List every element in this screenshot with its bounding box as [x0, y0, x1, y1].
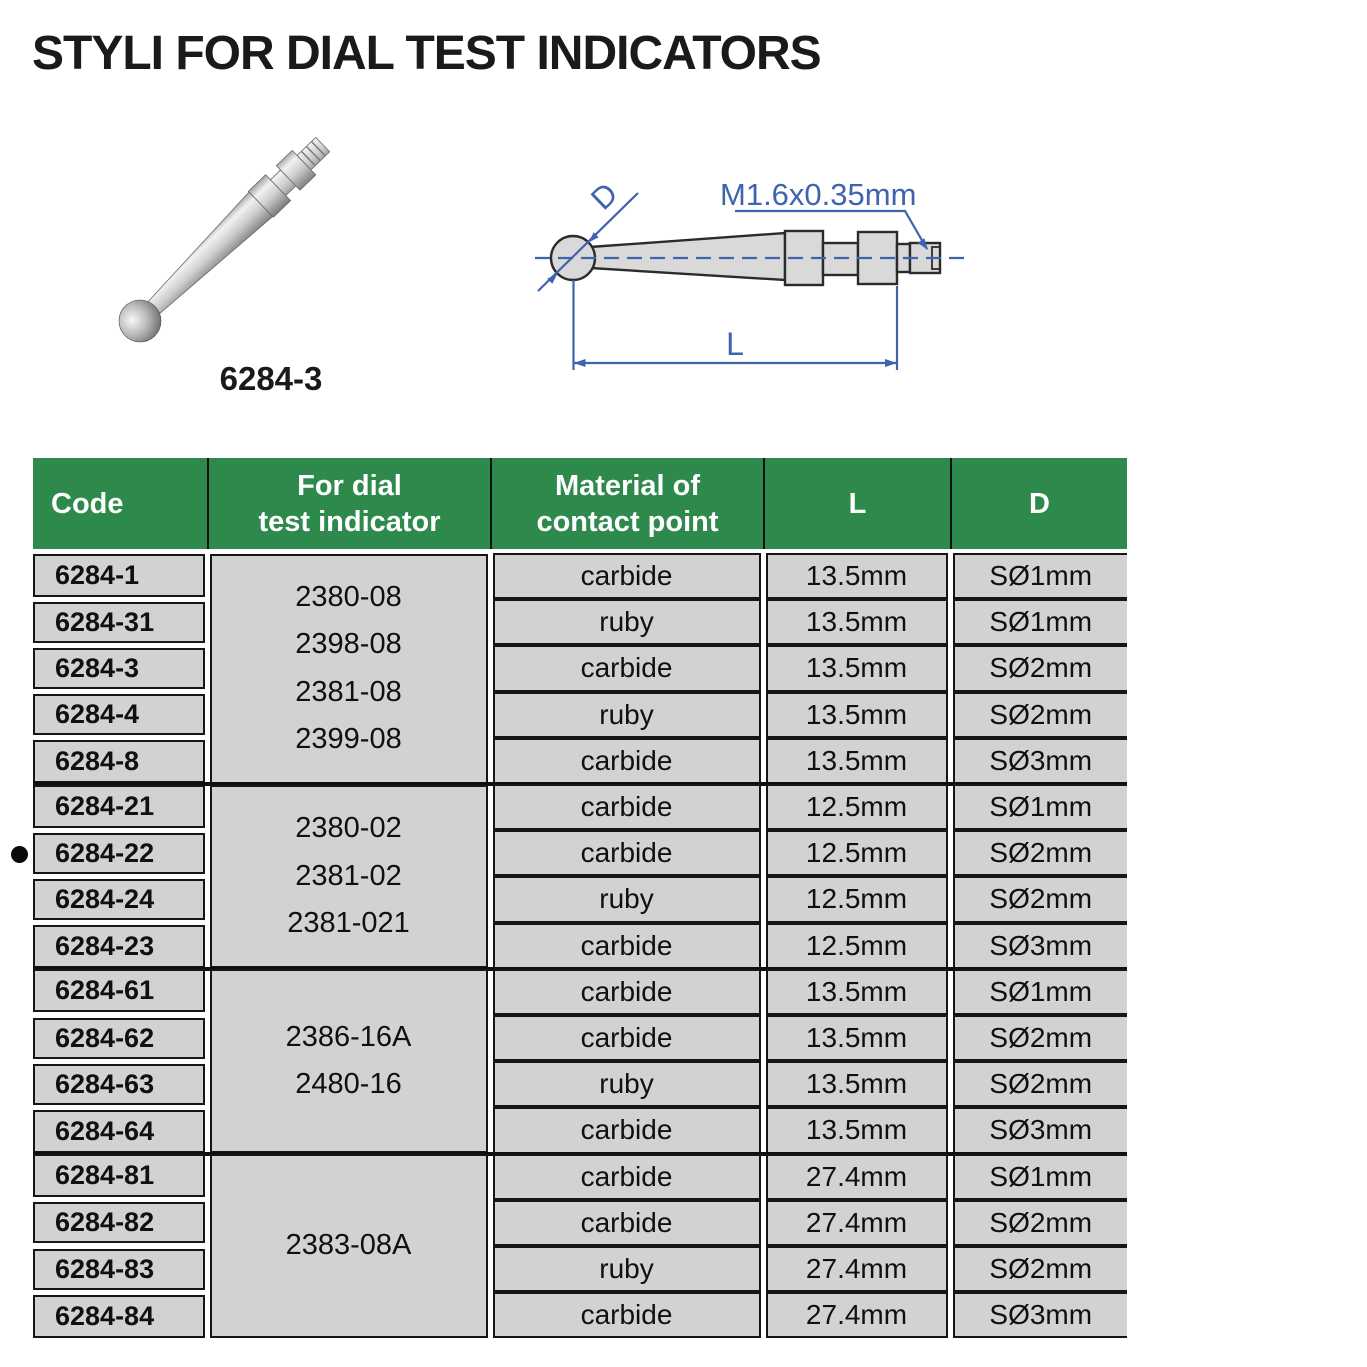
length-cell: 13.5mm [766, 599, 948, 645]
col-header-line: Code [51, 487, 124, 520]
material-cell: carbide [493, 1154, 761, 1200]
indicator-model: 2380-02 [295, 812, 402, 845]
diameter-cell: SØ3mm [953, 1292, 1128, 1338]
code-cell: 6284-84 [33, 1295, 205, 1338]
indicator-group-cell [210, 554, 488, 784]
code-cell: 6284-82 [33, 1202, 205, 1243]
length-cell: 27.4mm [766, 1246, 948, 1292]
diameter-cell: SØ1mm [953, 784, 1128, 830]
code-cell: 6284-4 [33, 694, 205, 735]
indicator-group-cell [210, 1154, 488, 1338]
length-cell: 13.5mm [766, 553, 948, 599]
diameter-cell: SØ1mm [953, 599, 1128, 645]
code-cell: 6284-61 [33, 969, 205, 1012]
code-cell: 6284-83 [33, 1249, 205, 1290]
indicator-model: 2383-08A [285, 1229, 412, 1262]
material-cell: carbide [493, 830, 761, 876]
length-cell: 13.5mm [766, 969, 948, 1015]
code-cell: 6284-31 [33, 602, 205, 643]
col-header-diameter [950, 458, 1127, 549]
code-cell: 6284-81 [33, 1154, 205, 1197]
material-cell: ruby [493, 692, 761, 738]
length-cell: 27.4mm [766, 1200, 948, 1246]
thread-size-label: M1.6x0.35mm [720, 177, 917, 212]
indicator-model: 2398-08 [295, 628, 402, 660]
stylus-body [110, 129, 337, 350]
col-header-material [490, 458, 763, 549]
col-header-line: L [848, 487, 867, 520]
code-cell: 6284-64 [33, 1110, 205, 1153]
length-cell: 13.5mm [766, 1015, 948, 1061]
code-cell: 6284-22 [33, 833, 205, 874]
diameter-cell: SØ2mm [953, 830, 1128, 876]
diameter-cell: SØ3mm [953, 923, 1128, 969]
page-title: STYLI FOR DIAL TEST INDICATORS [32, 27, 821, 80]
photo-caption: 6284-3 [219, 360, 323, 397]
code-cell: 6284-62 [33, 1018, 205, 1059]
code-cell: 6284-3 [33, 648, 205, 689]
col-header-code [33, 458, 207, 549]
row-marker-dot [11, 846, 28, 863]
code-cell: 6284-21 [33, 785, 205, 828]
length-cell: 27.4mm [766, 1292, 948, 1338]
material-cell: carbide [493, 738, 761, 784]
diameter-cell: SØ1mm [953, 1154, 1128, 1200]
length-cell: 12.5mm [766, 830, 948, 876]
indicator-model: 2480-16 [295, 1068, 402, 1101]
material-cell: carbide [493, 969, 761, 1015]
indicator-model: 2386-16A [285, 1020, 412, 1053]
material-cell: carbide [493, 1107, 761, 1153]
diameter-cell: SØ3mm [953, 1107, 1128, 1153]
material-cell: carbide [493, 553, 761, 599]
tapered-shaft [590, 233, 785, 280]
material-cell: carbide [493, 923, 761, 969]
indicator-model: 2399-08 [295, 723, 402, 755]
code-cell: 6284-24 [33, 879, 205, 920]
length-cell: 27.4mm [766, 1154, 948, 1200]
diameter-cell: SØ1mm [953, 969, 1128, 1015]
material-cell: carbide [493, 1200, 761, 1246]
code-cell: 6284-23 [33, 925, 205, 968]
diameter-cell: SØ1mm [953, 553, 1128, 599]
indicator-model: 2381-021 [287, 907, 410, 940]
diameter-cell: SØ2mm [953, 876, 1128, 922]
length-cell: 13.5mm [766, 1061, 948, 1107]
material-cell: carbide [493, 1292, 761, 1338]
diameter-cell: SØ3mm [953, 738, 1128, 784]
spec-table [33, 458, 1127, 1339]
diameter-label: D [584, 175, 625, 217]
length-cell: 13.5mm [766, 645, 948, 691]
length-label: L [726, 326, 744, 362]
diameter-cell: SØ2mm [953, 1061, 1128, 1107]
indicator-group-cell [210, 969, 488, 1153]
material-cell: carbide [493, 645, 761, 691]
length-cell: 12.5mm [766, 784, 948, 830]
material-cell: ruby [493, 1246, 761, 1292]
col-header-line: test indicator [258, 505, 441, 538]
length-cell: 13.5mm [766, 738, 948, 784]
indicator-model: 2380-08 [295, 580, 402, 613]
col-header-line: Material of [554, 469, 701, 502]
diameter-cell: SØ2mm [953, 1015, 1128, 1061]
col-header-indicator [207, 458, 490, 549]
material-cell: ruby [493, 599, 761, 645]
diameter-cell: SØ2mm [953, 1246, 1128, 1292]
diameter-cell: SØ2mm [953, 692, 1128, 738]
material-cell: carbide [493, 784, 761, 830]
code-cell: 6284-1 [33, 554, 205, 597]
stylus-photo [80, 112, 380, 382]
indicator-group-cell [210, 785, 488, 969]
diameter-cell: SØ2mm [953, 1200, 1128, 1246]
indicator-model: 2381-08 [295, 675, 402, 708]
col-header-line: For dial [297, 469, 402, 502]
diameter-cell: SØ2mm [953, 645, 1128, 691]
material-cell: carbide [493, 1015, 761, 1061]
col-header-length [763, 458, 950, 549]
material-cell: ruby [493, 876, 761, 922]
technical-drawing [510, 158, 1030, 390]
length-cell: 12.5mm [766, 923, 948, 969]
code-cell: 6284-8 [33, 740, 205, 783]
length-cell: 12.5mm [766, 876, 948, 922]
col-header-line: contact point [536, 505, 719, 538]
code-cell: 6284-63 [33, 1064, 205, 1105]
length-cell: 13.5mm [766, 1107, 948, 1153]
col-header-line: D [1029, 487, 1050, 520]
length-cell: 13.5mm [766, 692, 948, 738]
indicator-model: 2381-02 [295, 859, 402, 892]
material-cell: ruby [493, 1061, 761, 1107]
